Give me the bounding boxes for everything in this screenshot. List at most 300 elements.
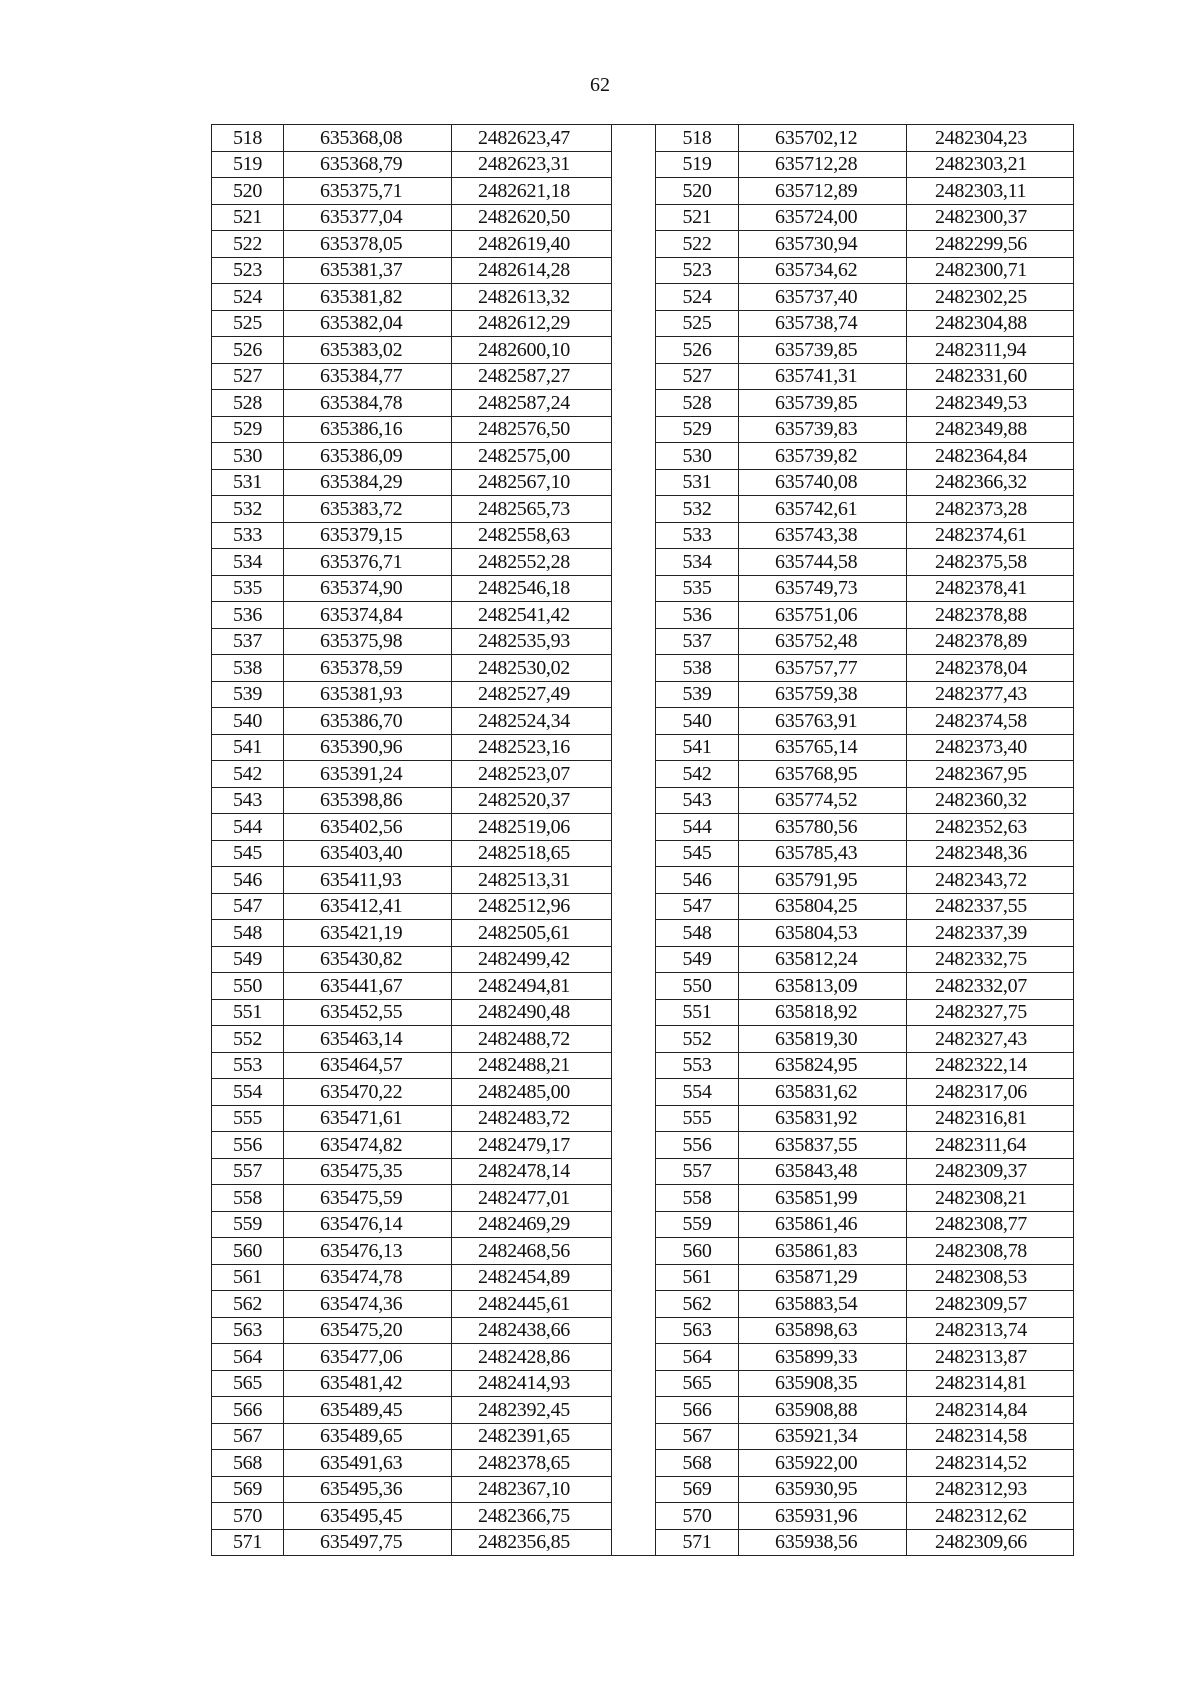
separator-cell <box>612 443 656 470</box>
y-coordinate-cell: 2482518,65 <box>452 840 612 867</box>
y-coordinate-cell: 2482454,89 <box>452 1264 612 1291</box>
point-number-cell: 558 <box>212 1185 284 1212</box>
separator-cell <box>612 257 656 284</box>
point-number-cell: 534 <box>212 549 284 576</box>
point-number-cell: 562 <box>656 1291 739 1318</box>
x-coordinate-cell: 635737,40 <box>739 284 907 311</box>
separator-cell <box>612 549 656 576</box>
y-coordinate-cell: 2482313,74 <box>907 1317 1074 1344</box>
coordinates-table-body <box>212 125 1074 1556</box>
separator-cell <box>612 284 656 311</box>
point-number-cell: 522 <box>212 231 284 258</box>
x-coordinate-cell: 635368,08 <box>284 125 452 152</box>
y-coordinate-cell: 2482567,10 <box>452 469 612 496</box>
table-row <box>212 681 1074 708</box>
x-coordinate-cell: 635374,90 <box>284 575 452 602</box>
point-number-cell: 560 <box>212 1238 284 1265</box>
x-coordinate-cell: 635739,85 <box>739 337 907 364</box>
point-number-cell: 544 <box>656 814 739 841</box>
table-row <box>212 231 1074 258</box>
separator-cell <box>612 1238 656 1265</box>
point-number-cell: 560 <box>656 1238 739 1265</box>
point-number-cell: 552 <box>656 1026 739 1053</box>
y-coordinate-cell: 2482343,72 <box>907 867 1074 894</box>
separator-cell <box>612 999 656 1026</box>
separator-cell <box>612 522 656 549</box>
table-row <box>212 1211 1074 1238</box>
separator-cell <box>612 708 656 735</box>
x-coordinate-cell: 635743,38 <box>739 522 907 549</box>
y-coordinate-cell: 2482337,55 <box>907 893 1074 920</box>
x-coordinate-cell: 635412,41 <box>284 893 452 920</box>
page-number: 62 <box>590 74 610 96</box>
x-coordinate-cell: 635384,29 <box>284 469 452 496</box>
x-coordinate-cell: 635740,08 <box>739 469 907 496</box>
point-number-cell: 528 <box>212 390 284 417</box>
x-coordinate-cell: 635491,63 <box>284 1450 452 1477</box>
x-coordinate-cell: 635474,78 <box>284 1264 452 1291</box>
x-coordinate-cell: 635851,99 <box>739 1185 907 1212</box>
x-coordinate-cell: 635730,94 <box>739 231 907 258</box>
table-row <box>212 575 1074 602</box>
point-number-cell: 567 <box>656 1423 739 1450</box>
point-number-cell: 556 <box>656 1132 739 1159</box>
y-coordinate-cell: 2482621,18 <box>452 178 612 205</box>
separator-cell <box>612 310 656 337</box>
table-row <box>212 1158 1074 1185</box>
table-row <box>212 1370 1074 1397</box>
x-coordinate-cell: 635752,48 <box>739 628 907 655</box>
x-coordinate-cell: 635382,04 <box>284 310 452 337</box>
table-row <box>212 549 1074 576</box>
x-coordinate-cell: 635452,55 <box>284 999 452 1026</box>
separator-cell <box>612 893 656 920</box>
table-row <box>212 1344 1074 1371</box>
separator-cell <box>612 1344 656 1371</box>
point-number-cell: 563 <box>212 1317 284 1344</box>
x-coordinate-cell: 635738,74 <box>739 310 907 337</box>
x-coordinate-cell: 635471,61 <box>284 1105 452 1132</box>
point-number-cell: 529 <box>212 416 284 443</box>
y-coordinate-cell: 2482530,02 <box>452 655 612 682</box>
point-number-cell: 545 <box>656 840 739 867</box>
point-number-cell: 565 <box>212 1370 284 1397</box>
table-row <box>212 893 1074 920</box>
table-row <box>212 1291 1074 1318</box>
y-coordinate-cell: 2482600,10 <box>452 337 612 364</box>
x-coordinate-cell: 635921,34 <box>739 1423 907 1450</box>
point-number-cell: 549 <box>656 946 739 973</box>
separator-cell <box>612 1264 656 1291</box>
y-coordinate-cell: 2482327,43 <box>907 1026 1074 1053</box>
point-number-cell: 547 <box>656 893 739 920</box>
x-coordinate-cell: 635791,95 <box>739 867 907 894</box>
y-coordinate-cell: 2482309,37 <box>907 1158 1074 1185</box>
x-coordinate-cell: 635765,14 <box>739 734 907 761</box>
point-number-cell: 530 <box>656 443 739 470</box>
y-coordinate-cell: 2482478,14 <box>452 1158 612 1185</box>
point-number-cell: 569 <box>212 1476 284 1503</box>
point-number-cell: 554 <box>212 1079 284 1106</box>
point-number-cell: 564 <box>656 1344 739 1371</box>
point-number-cell: 532 <box>656 496 739 523</box>
x-coordinate-cell: 635837,55 <box>739 1132 907 1159</box>
point-number-cell: 544 <box>212 814 284 841</box>
table-row <box>212 1503 1074 1530</box>
table-row <box>212 1397 1074 1424</box>
x-coordinate-cell: 635742,61 <box>739 496 907 523</box>
y-coordinate-cell: 2482483,72 <box>452 1105 612 1132</box>
separator-cell <box>612 1158 656 1185</box>
separator-cell <box>612 867 656 894</box>
table-row <box>212 602 1074 629</box>
point-number-cell: 528 <box>656 390 739 417</box>
point-number-cell: 524 <box>212 284 284 311</box>
x-coordinate-cell: 635861,46 <box>739 1211 907 1238</box>
separator-cell <box>612 390 656 417</box>
x-coordinate-cell: 635476,14 <box>284 1211 452 1238</box>
point-number-cell: 563 <box>656 1317 739 1344</box>
point-number-cell: 542 <box>212 761 284 788</box>
point-number-cell: 548 <box>212 920 284 947</box>
table-row <box>212 522 1074 549</box>
point-number-cell: 545 <box>212 840 284 867</box>
point-number-cell: 524 <box>656 284 739 311</box>
y-coordinate-cell: 2482438,66 <box>452 1317 612 1344</box>
table-row <box>212 125 1074 152</box>
separator-cell <box>612 575 656 602</box>
separator-cell <box>612 178 656 205</box>
point-number-cell: 519 <box>656 151 739 178</box>
y-coordinate-cell: 2482367,10 <box>452 1476 612 1503</box>
table-row <box>212 1317 1074 1344</box>
x-coordinate-cell: 635734,62 <box>739 257 907 284</box>
table-row <box>212 363 1074 390</box>
x-coordinate-cell: 635430,82 <box>284 946 452 973</box>
x-coordinate-cell: 635819,30 <box>739 1026 907 1053</box>
point-number-cell: 548 <box>656 920 739 947</box>
point-number-cell: 540 <box>212 708 284 735</box>
y-coordinate-cell: 2482366,75 <box>452 1503 612 1530</box>
point-number-cell: 530 <box>212 443 284 470</box>
y-coordinate-cell: 2482308,78 <box>907 1238 1074 1265</box>
point-number-cell: 571 <box>212 1529 284 1556</box>
x-coordinate-cell: 635812,24 <box>739 946 907 973</box>
y-coordinate-cell: 2482337,39 <box>907 920 1074 947</box>
point-number-cell: 541 <box>656 734 739 761</box>
point-number-cell: 558 <box>656 1185 739 1212</box>
separator-cell <box>612 1026 656 1053</box>
x-coordinate-cell: 635818,92 <box>739 999 907 1026</box>
y-coordinate-cell: 2482331,60 <box>907 363 1074 390</box>
y-coordinate-cell: 2482374,61 <box>907 522 1074 549</box>
y-coordinate-cell: 2482613,32 <box>452 284 612 311</box>
separator-cell <box>612 337 656 364</box>
table-row <box>212 787 1074 814</box>
point-number-cell: 568 <box>656 1450 739 1477</box>
y-coordinate-cell: 2482378,04 <box>907 655 1074 682</box>
table-row <box>212 734 1074 761</box>
y-coordinate-cell: 2482490,48 <box>452 999 612 1026</box>
point-number-cell: 570 <box>656 1503 739 1530</box>
x-coordinate-cell: 635402,56 <box>284 814 452 841</box>
y-coordinate-cell: 2482374,58 <box>907 708 1074 735</box>
y-coordinate-cell: 2482332,07 <box>907 973 1074 1000</box>
separator-cell <box>612 1079 656 1106</box>
point-number-cell: 521 <box>212 204 284 231</box>
point-number-cell: 537 <box>656 628 739 655</box>
point-number-cell: 523 <box>656 257 739 284</box>
y-coordinate-cell: 2482623,31 <box>452 151 612 178</box>
x-coordinate-cell: 635749,73 <box>739 575 907 602</box>
x-coordinate-cell: 635464,57 <box>284 1052 452 1079</box>
x-coordinate-cell: 635481,42 <box>284 1370 452 1397</box>
separator-cell <box>612 125 656 152</box>
x-coordinate-cell: 635759,38 <box>739 681 907 708</box>
table-row <box>212 655 1074 682</box>
y-coordinate-cell: 2482311,94 <box>907 337 1074 364</box>
x-coordinate-cell: 635831,62 <box>739 1079 907 1106</box>
point-number-cell: 525 <box>212 310 284 337</box>
table-row <box>212 1185 1074 1212</box>
x-coordinate-cell: 635475,20 <box>284 1317 452 1344</box>
y-coordinate-cell: 2482477,01 <box>452 1185 612 1212</box>
point-number-cell: 519 <box>212 151 284 178</box>
x-coordinate-cell: 635378,05 <box>284 231 452 258</box>
x-coordinate-cell: 635386,70 <box>284 708 452 735</box>
table-row <box>212 708 1074 735</box>
point-number-cell: 536 <box>212 602 284 629</box>
y-coordinate-cell: 2482303,11 <box>907 178 1074 205</box>
y-coordinate-cell: 2482356,85 <box>452 1529 612 1556</box>
point-number-cell: 550 <box>212 973 284 1000</box>
x-coordinate-cell: 635403,40 <box>284 840 452 867</box>
x-coordinate-cell: 635922,00 <box>739 1450 907 1477</box>
point-number-cell: 557 <box>212 1158 284 1185</box>
separator-cell <box>612 602 656 629</box>
y-coordinate-cell: 2482552,28 <box>452 549 612 576</box>
point-number-cell: 535 <box>212 575 284 602</box>
x-coordinate-cell: 635804,53 <box>739 920 907 947</box>
point-number-cell: 531 <box>212 469 284 496</box>
separator-cell <box>612 681 656 708</box>
y-coordinate-cell: 2482392,45 <box>452 1397 612 1424</box>
point-number-cell: 538 <box>212 655 284 682</box>
x-coordinate-cell: 635871,29 <box>739 1264 907 1291</box>
y-coordinate-cell: 2482309,57 <box>907 1291 1074 1318</box>
table-row <box>212 1052 1074 1079</box>
y-coordinate-cell: 2482304,23 <box>907 125 1074 152</box>
point-number-cell: 521 <box>656 204 739 231</box>
point-number-cell: 570 <box>212 1503 284 1530</box>
separator-cell <box>612 1052 656 1079</box>
y-coordinate-cell: 2482488,21 <box>452 1052 612 1079</box>
x-coordinate-cell: 635883,54 <box>739 1291 907 1318</box>
y-coordinate-cell: 2482308,21 <box>907 1185 1074 1212</box>
separator-cell <box>612 363 656 390</box>
point-number-cell: 539 <box>212 681 284 708</box>
point-number-cell: 555 <box>212 1105 284 1132</box>
separator-cell <box>612 946 656 973</box>
y-coordinate-cell: 2482535,93 <box>452 628 612 655</box>
table-row <box>212 1132 1074 1159</box>
x-coordinate-cell: 635381,37 <box>284 257 452 284</box>
x-coordinate-cell: 635474,36 <box>284 1291 452 1318</box>
x-coordinate-cell: 635813,09 <box>739 973 907 1000</box>
separator-cell <box>612 151 656 178</box>
y-coordinate-cell: 2482360,32 <box>907 787 1074 814</box>
point-number-cell: 559 <box>212 1211 284 1238</box>
x-coordinate-cell: 635724,00 <box>739 204 907 231</box>
y-coordinate-cell: 2482348,36 <box>907 840 1074 867</box>
point-number-cell: 546 <box>656 867 739 894</box>
x-coordinate-cell: 635398,86 <box>284 787 452 814</box>
separator-cell <box>612 1423 656 1450</box>
point-number-cell: 571 <box>656 1529 739 1556</box>
point-number-cell: 562 <box>212 1291 284 1318</box>
point-number-cell: 527 <box>656 363 739 390</box>
x-coordinate-cell: 635702,12 <box>739 125 907 152</box>
separator-cell <box>612 204 656 231</box>
y-coordinate-cell: 2482445,61 <box>452 1291 612 1318</box>
point-number-cell: 546 <box>212 867 284 894</box>
point-number-cell: 543 <box>656 787 739 814</box>
y-coordinate-cell: 2482524,34 <box>452 708 612 735</box>
y-coordinate-cell: 2482327,75 <box>907 999 1074 1026</box>
y-coordinate-cell: 2482352,63 <box>907 814 1074 841</box>
y-coordinate-cell: 2482513,31 <box>452 867 612 894</box>
point-number-cell: 569 <box>656 1476 739 1503</box>
y-coordinate-cell: 2482316,81 <box>907 1105 1074 1132</box>
point-number-cell: 564 <box>212 1344 284 1371</box>
table-row <box>212 920 1074 947</box>
x-coordinate-cell: 635463,14 <box>284 1026 452 1053</box>
separator-cell <box>612 1476 656 1503</box>
table-row <box>212 310 1074 337</box>
y-coordinate-cell: 2482378,65 <box>452 1450 612 1477</box>
y-coordinate-cell: 2482349,88 <box>907 416 1074 443</box>
point-number-cell: 526 <box>656 337 739 364</box>
y-coordinate-cell: 2482541,42 <box>452 602 612 629</box>
separator-cell <box>612 787 656 814</box>
table-row <box>212 151 1074 178</box>
x-coordinate-cell: 635391,24 <box>284 761 452 788</box>
y-coordinate-cell: 2482499,42 <box>452 946 612 973</box>
separator-cell <box>612 655 656 682</box>
point-number-cell: 568 <box>212 1450 284 1477</box>
x-coordinate-cell: 635390,96 <box>284 734 452 761</box>
point-number-cell: 518 <box>212 125 284 152</box>
point-number-cell: 550 <box>656 973 739 1000</box>
point-number-cell: 534 <box>656 549 739 576</box>
y-coordinate-cell: 2482494,81 <box>452 973 612 1000</box>
table-row <box>212 867 1074 894</box>
separator-cell <box>612 1185 656 1212</box>
point-number-cell: 549 <box>212 946 284 973</box>
separator-cell <box>612 1397 656 1424</box>
y-coordinate-cell: 2482314,81 <box>907 1370 1074 1397</box>
y-coordinate-cell: 2482587,24 <box>452 390 612 417</box>
table-row <box>212 1476 1074 1503</box>
y-coordinate-cell: 2482565,73 <box>452 496 612 523</box>
separator-cell <box>612 1450 656 1477</box>
table-row <box>212 284 1074 311</box>
table-row <box>212 1450 1074 1477</box>
y-coordinate-cell: 2482373,40 <box>907 734 1074 761</box>
x-coordinate-cell: 635475,59 <box>284 1185 452 1212</box>
y-coordinate-cell: 2482523,16 <box>452 734 612 761</box>
y-coordinate-cell: 2482414,93 <box>452 1370 612 1397</box>
y-coordinate-cell: 2482308,77 <box>907 1211 1074 1238</box>
y-coordinate-cell: 2482312,62 <box>907 1503 1074 1530</box>
separator-cell <box>612 628 656 655</box>
point-number-cell: 557 <box>656 1158 739 1185</box>
x-coordinate-cell: 635477,06 <box>284 1344 452 1371</box>
table-row <box>212 1079 1074 1106</box>
x-coordinate-cell: 635374,84 <box>284 602 452 629</box>
x-coordinate-cell: 635476,13 <box>284 1238 452 1265</box>
y-coordinate-cell: 2482299,56 <box>907 231 1074 258</box>
x-coordinate-cell: 635489,45 <box>284 1397 452 1424</box>
separator-cell <box>612 1105 656 1132</box>
table-row <box>212 1105 1074 1132</box>
point-number-cell: 565 <box>656 1370 739 1397</box>
y-coordinate-cell: 2482314,58 <box>907 1423 1074 1450</box>
table-row <box>212 1423 1074 1450</box>
x-coordinate-cell: 635375,71 <box>284 178 452 205</box>
y-coordinate-cell: 2482366,32 <box>907 469 1074 496</box>
x-coordinate-cell: 635780,56 <box>739 814 907 841</box>
separator-cell <box>612 1370 656 1397</box>
x-coordinate-cell: 635421,19 <box>284 920 452 947</box>
table-row <box>212 946 1074 973</box>
point-number-cell: 526 <box>212 337 284 364</box>
point-number-cell: 529 <box>656 416 739 443</box>
x-coordinate-cell: 635384,77 <box>284 363 452 390</box>
point-number-cell: 556 <box>212 1132 284 1159</box>
x-coordinate-cell: 635381,82 <box>284 284 452 311</box>
x-coordinate-cell: 635899,33 <box>739 1344 907 1371</box>
y-coordinate-cell: 2482391,65 <box>452 1423 612 1450</box>
y-coordinate-cell: 2482428,86 <box>452 1344 612 1371</box>
point-number-cell: 561 <box>212 1264 284 1291</box>
table-row <box>212 761 1074 788</box>
y-coordinate-cell: 2482623,47 <box>452 125 612 152</box>
point-number-cell: 559 <box>656 1211 739 1238</box>
separator-cell <box>612 1317 656 1344</box>
x-coordinate-cell: 635804,25 <box>739 893 907 920</box>
x-coordinate-cell: 635831,92 <box>739 1105 907 1132</box>
x-coordinate-cell: 635386,09 <box>284 443 452 470</box>
x-coordinate-cell: 635744,58 <box>739 549 907 576</box>
point-number-cell: 554 <box>656 1079 739 1106</box>
x-coordinate-cell: 635475,35 <box>284 1158 452 1185</box>
point-number-cell: 555 <box>656 1105 739 1132</box>
x-coordinate-cell: 635741,31 <box>739 363 907 390</box>
point-number-cell: 551 <box>656 999 739 1026</box>
point-number-cell: 538 <box>656 655 739 682</box>
point-number-cell: 520 <box>656 178 739 205</box>
point-number-cell: 553 <box>212 1052 284 1079</box>
point-number-cell: 553 <box>656 1052 739 1079</box>
y-coordinate-cell: 2482558,63 <box>452 522 612 549</box>
x-coordinate-cell: 635898,63 <box>739 1317 907 1344</box>
separator-cell <box>612 1291 656 1318</box>
x-coordinate-cell: 635908,88 <box>739 1397 907 1424</box>
separator-cell <box>612 973 656 1000</box>
separator-cell <box>612 496 656 523</box>
y-coordinate-cell: 2482308,53 <box>907 1264 1074 1291</box>
